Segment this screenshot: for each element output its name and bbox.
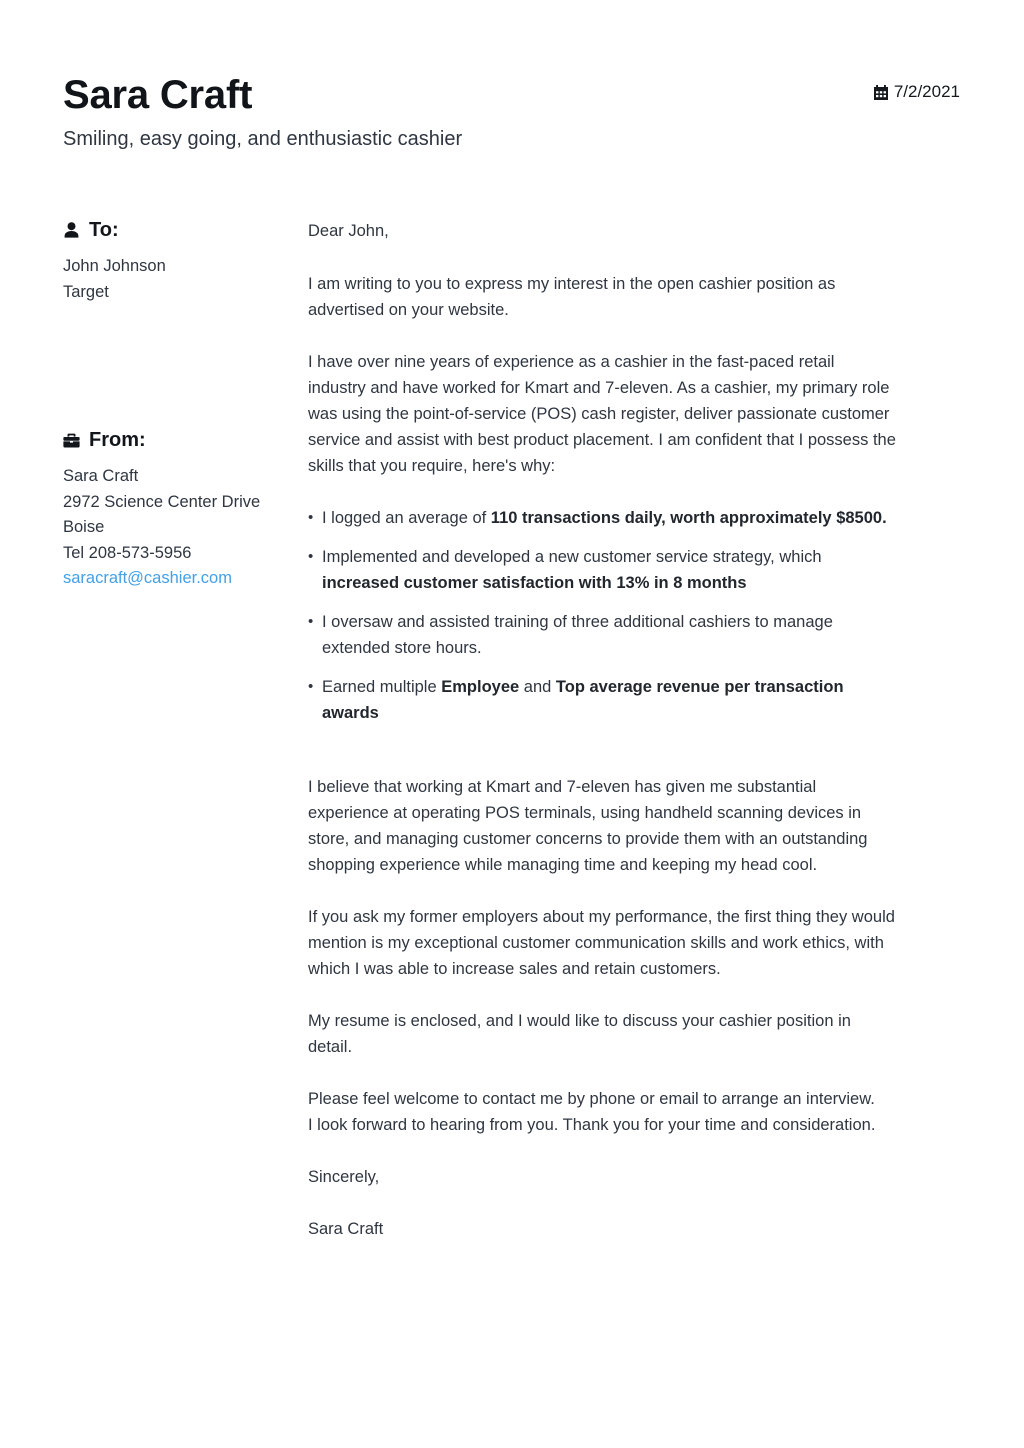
letter-date bbox=[874, 72, 960, 102]
sender-address: 2972 Science Center Drive bbox=[63, 492, 261, 511]
letter-paragraph-3: I believe that working at Kmart and 7-eleven has given me substantial experience at operating POS terminals, using handheld scanning devices in store, and managing customer concerns to provide them with an outstanding shopping experience while managing time and keeping my head cool. bbox=[308, 778, 868, 874]
calendar-icon bbox=[874, 85, 888, 100]
spacer bbox=[308, 752, 896, 774]
bullet-text-plain-2: and bbox=[519, 678, 556, 696]
sender-city: Boise bbox=[63, 518, 105, 536]
bullet-text-bold-2: Top average revenue per transaction awards bbox=[322, 678, 844, 722]
letter-sidebar bbox=[0, 218, 308, 592]
recipient-company: Target bbox=[63, 282, 109, 301]
sender-phone: Tel 208-573-5956 bbox=[63, 543, 192, 562]
letter-paragraph-6-line-2: I look forward to hearing from you. Thank you for your time and consideration. bbox=[308, 1116, 876, 1134]
bullet-text-bold: increased customer satisfaction with 13% in 8 months bbox=[322, 574, 747, 592]
list-item bbox=[308, 544, 896, 596]
sender-email-link[interactable]: saracraft@cashier.com bbox=[63, 569, 232, 587]
bullet-text-plain: I oversaw and assisted training of three additional cashiers to manage extended store hours. bbox=[322, 613, 833, 657]
letter-paragraph-4: If you ask my former employers about my performance, the first thing they would mention is my exceptional customer communication skills and work ethics, with which I was able to increase sales and retain customers. bbox=[308, 908, 895, 978]
letter-content bbox=[308, 218, 960, 1268]
letter-salutation: Dear John, bbox=[308, 222, 389, 240]
list-item bbox=[308, 674, 896, 726]
list-item bbox=[308, 609, 896, 661]
achievements-list bbox=[308, 505, 896, 726]
recipient-name: John Johnson bbox=[63, 257, 166, 275]
letter-paragraph-6-line-1: Please feel welcome to contact me by phone or email to arrange an interview. bbox=[308, 1090, 875, 1108]
page-title: Sara Craft bbox=[63, 73, 253, 117]
recipient-heading bbox=[63, 218, 308, 242]
date-text: 7/2/2021 bbox=[893, 82, 960, 101]
letter-paragraph-5: My resume is enclosed, and I would like to discuss your cashier position in detail. bbox=[308, 1012, 851, 1056]
bullet-text-bold: 110 transactions daily, worth approximately $8500. bbox=[490, 509, 887, 527]
list-item bbox=[308, 505, 896, 531]
letter-body bbox=[0, 218, 1024, 1268]
letter-signature: Sara Craft bbox=[308, 1220, 384, 1238]
bullet-text-bold: Employee bbox=[441, 678, 520, 696]
bullet-text-plain: Earned multiple bbox=[322, 678, 442, 696]
recipient-heading-label: To: bbox=[89, 219, 119, 241]
bullet-text-plain: I logged an average of bbox=[322, 509, 491, 527]
bullet-text-plain: Implemented and developed a new customer service strategy, which bbox=[322, 548, 822, 566]
header-identity bbox=[63, 72, 462, 152]
letter-closing: Sincerely, bbox=[308, 1168, 380, 1186]
sender-heading-label: From: bbox=[89, 429, 146, 451]
header-tagline: Smiling, easy going, and enthusiastic cashier bbox=[63, 128, 463, 150]
letter-paragraph-1: I am writing to you to express my interest in the open cashier position as advertised on your website. bbox=[308, 275, 836, 319]
letter-header bbox=[63, 72, 960, 152]
person-icon bbox=[63, 222, 80, 239]
briefcase-icon bbox=[63, 432, 80, 449]
letter-paragraph-2: I have over nine years of experience as a cashier in the fast-paced retail industry and have worked for Kmart and 7-eleven. As a cashier, my primary role was using the point-of-service (POS) cash register, deliver passionate customer service and assist with best product placement. I am confident that I possess the skills that you require, here's why: bbox=[308, 353, 896, 475]
sender-heading bbox=[63, 428, 308, 452]
sender-block bbox=[63, 428, 308, 592]
recipient-block bbox=[63, 218, 308, 305]
sender-name: Sara Craft bbox=[63, 467, 139, 485]
